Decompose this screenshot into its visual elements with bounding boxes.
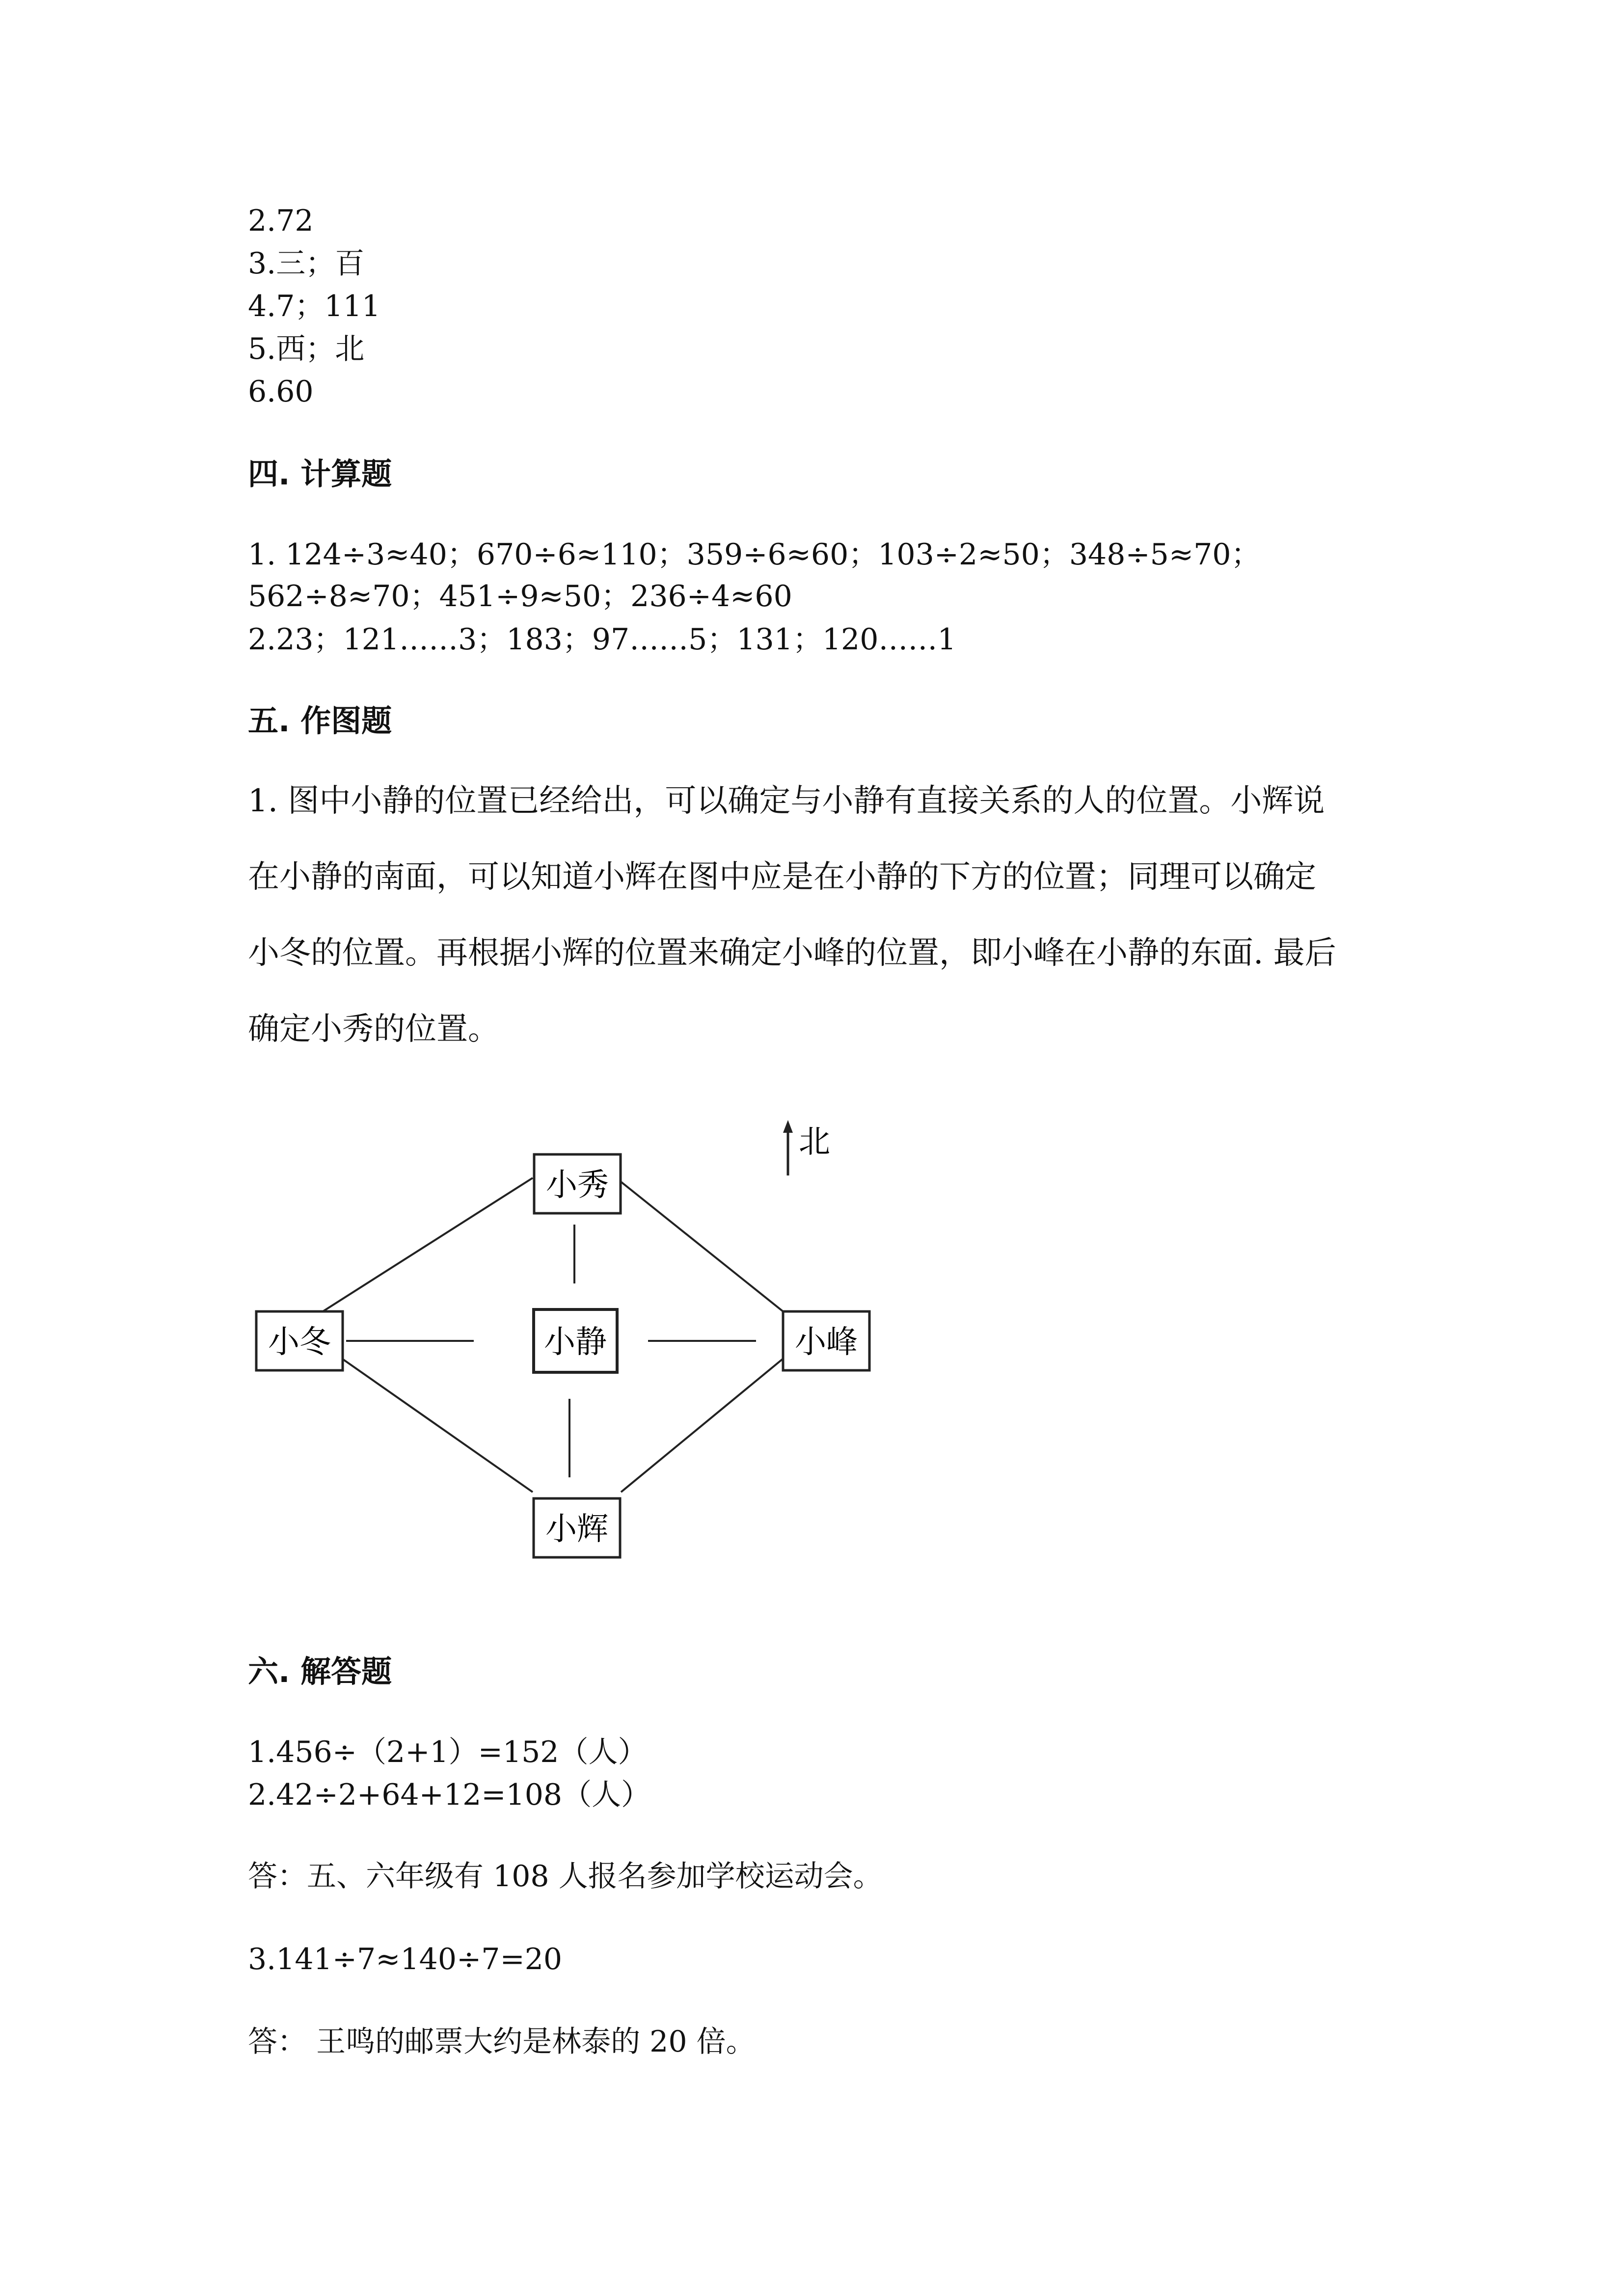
paragraph-line: 确定小秀的位置。 [248, 1011, 499, 1047]
north-label: 北 [799, 1124, 830, 1160]
explanation-paragraph [248, 763, 1392, 1068]
person-label: 小辉 [545, 1511, 608, 1548]
person-label: 小峰 [795, 1324, 858, 1361]
north-indicator [783, 1120, 830, 1175]
paragraph-line: 小冬的位置。再根据小辉的位置来确定小峰的位置，即小峰在小静的东面. 最后 [248, 935, 1336, 971]
answer-sentence: 答： 王鸣的邮票大约是林泰的 20 倍。 [248, 2025, 756, 2059]
answer-line: 2.72 [248, 204, 314, 238]
box-xiaohui [534, 1498, 620, 1557]
person-label: 小秀 [546, 1167, 609, 1203]
person-label: 小静 [544, 1324, 607, 1361]
answer-line: 2.42÷2+64+12=108（人） [248, 1778, 651, 1812]
answer-line: 1.456÷（2+1）=152（人） [248, 1735, 648, 1769]
answer-line: 3.141÷7≈140÷7=20 [248, 1942, 563, 1976]
north-arrow-head [783, 1120, 793, 1133]
answer-line: 5.西；北 [248, 332, 365, 366]
section-heading-calculation: 四. 计算题 [248, 456, 392, 492]
paragraph-line: 在小静的南面，可以知道小辉在图中应是在小静的下方的位置；同理可以确定 [248, 859, 1316, 895]
person-label: 小冬 [268, 1324, 331, 1361]
connector-line [616, 1178, 788, 1315]
box-xiaoxiu [534, 1154, 621, 1213]
connector-line [621, 1355, 788, 1492]
connector-line [336, 1355, 533, 1492]
box-xiaojing [534, 1309, 617, 1372]
answer-sentence: 答：五、六年级有 108 人报名参加学校运动会。 [248, 1859, 883, 1894]
box-xiaodong [256, 1311, 343, 1370]
position-diagram [248, 1109, 925, 1571]
box-xiaofeng [783, 1311, 869, 1370]
answer-line: 1. 124÷3≈40；670÷6≈110；359÷6≈60；103÷2≈50；348÷5≈70； [248, 537, 1261, 572]
section-heading-solutions: 六. 解答题 [248, 1654, 392, 1689]
answer-line: 3.三；百 [248, 246, 365, 281]
answer-line: 4.7；111 [248, 289, 380, 323]
section-heading-drawing: 五. 作图题 [248, 703, 392, 739]
answer-line: 6.60 [248, 374, 314, 409]
connector-line [317, 1178, 533, 1315]
paragraph-line: 1. 图中小静的位置已经给出，可以确定与小静有直接关系的人的位置。小辉说 [248, 783, 1325, 819]
answer-line: 562÷8≈70；451÷9≈50；236÷4≈60 [248, 579, 792, 614]
answer-line: 2.23；121……3；183；97……5；131；120……1 [248, 622, 956, 657]
